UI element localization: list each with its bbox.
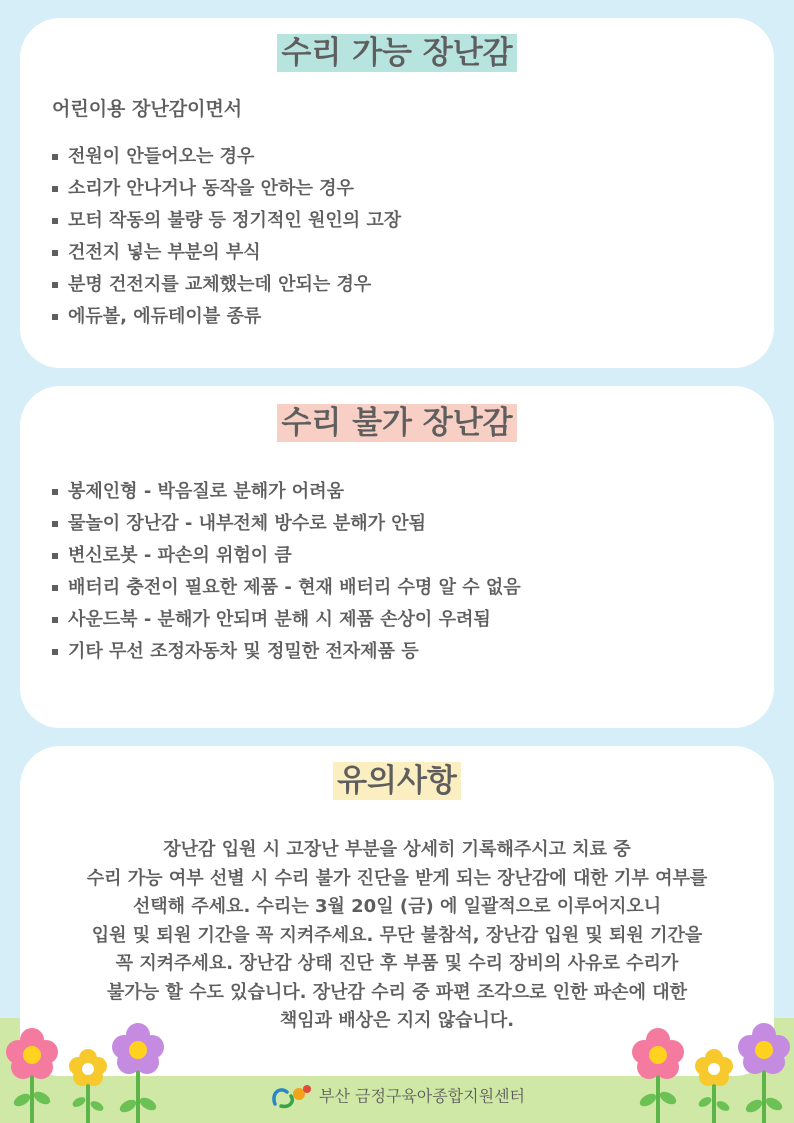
repairable-subtitle: 어린이용 장난감이면서 [52, 98, 243, 120]
org-name: 부산 금정구육아종합지원센터 [318, 1086, 525, 1106]
repairable-list [52, 141, 774, 333]
list-item: 배터리 충전이 필요한 제품 - 현재 배터리 수명 알 수 없음 [52, 572, 774, 604]
notes-line: 선택해 주세요. 수리는 3월 20일 (금) 에 일괄적으로 이루어지오니 [132, 896, 662, 917]
notes-line: 책임과 배상은 지지 않습니다. [279, 1010, 515, 1031]
repairable-card [20, 18, 774, 368]
list-item: 소리가 안나거나 동작을 안하는 경우 [52, 173, 774, 205]
list-item: 사운드북 - 분해가 안되며 분해 시 제품 손상이 우려됨 [52, 604, 774, 636]
list-item: 모터 작동의 불량 등 정기적인 원인의 고장 [52, 205, 774, 237]
notes-body [44, 836, 750, 1036]
repairable-title: 수리 가능 장난감 [277, 34, 516, 72]
list-item: 전원이 안들어오는 경우 [52, 141, 774, 173]
notes-line: 꼭 지켜주세요. 장난감 상태 진단 후 부품 및 수리 장비의 사유로 수리가 [115, 953, 679, 974]
not-repairable-list [52, 476, 774, 668]
notes-line: 불가능 할 수도 있습니다. 장난감 수리 중 파편 조각으로 인한 파손에 대한 [106, 981, 688, 1003]
list-item: 기타 무선 조정자동차 및 정밀한 전자제품 등 [52, 636, 774, 668]
notes-line: 수리 가능 여부 선별 시 수리 불가 진단을 받게 되는 장난감에 대한 기부 여부를 [86, 867, 708, 889]
list-item: 건전지 넣는 부분의 부식 [52, 237, 774, 269]
notes-line: 장난감 입원 시 고장난 부분을 상세히 기록해주시고 치료 중 [163, 839, 631, 860]
list-item: 물놀이 장난감 - 내부전체 방수로 분해가 안됨 [52, 508, 774, 540]
footer [0, 1080, 794, 1110]
list-item: 에듀볼, 에듀테이블 종류 [52, 301, 774, 333]
notes-title: 유의사항 [333, 762, 461, 800]
notes-line: 입원 및 퇴원 기간을 꼭 지켜주세요. 무단 불참석, 장난감 입원 및 퇴원 기간을 [91, 924, 703, 946]
not-repairable-title: 수리 불가 장난감 [277, 404, 516, 442]
center-logo-icon [269, 1080, 315, 1110]
list-item: 변신로봇 - 파손의 위험이 큼 [52, 540, 774, 572]
list-item: 분명 건전지를 교체했는데 안되는 경우 [52, 269, 774, 301]
list-item: 봉제인형 - 박음질로 분해가 어려움 [52, 476, 774, 508]
not-repairable-card [20, 386, 774, 728]
